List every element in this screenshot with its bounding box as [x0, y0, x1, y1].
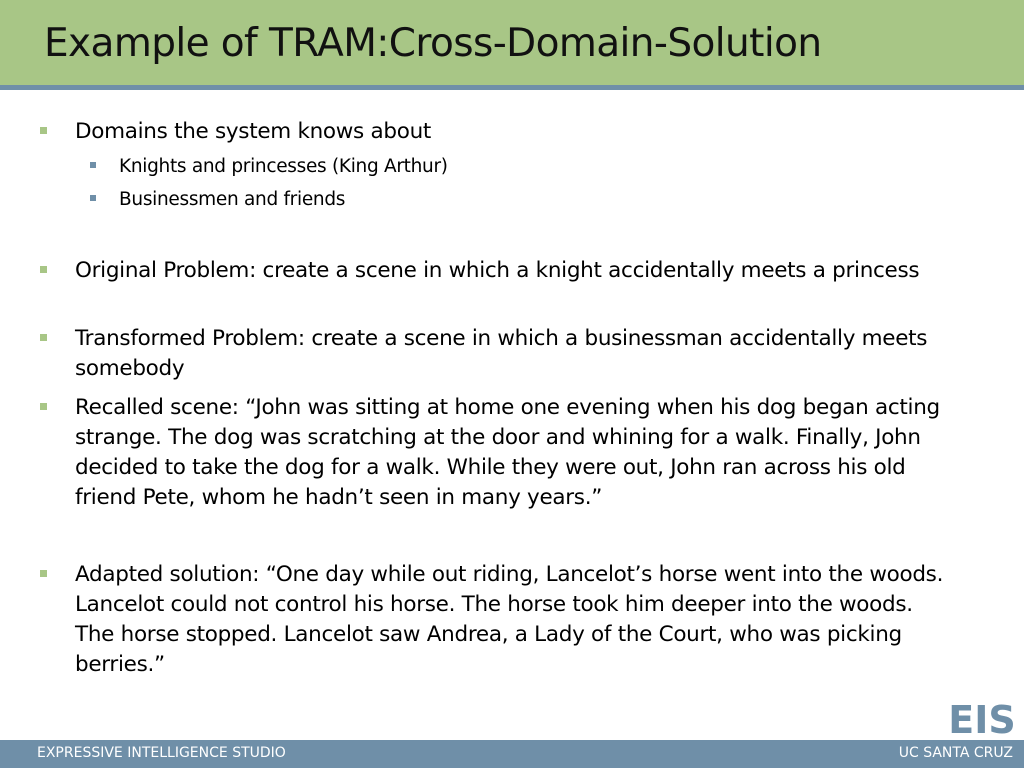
bullet-original-problem: Original Problem: create a scene in which a knight accidentally meets a princess [75, 258, 920, 283]
sub-bullet-marker [90, 162, 96, 168]
sub-bullet-businessmen: Businessmen and friends [119, 189, 346, 210]
bullet-marker [40, 570, 47, 577]
bullet-marker [40, 403, 47, 410]
bullet-domains: Domains the system knows about [75, 119, 432, 144]
sub-bullet-knights: Knights and princesses (King Arthur) [119, 156, 448, 177]
bullet-marker [40, 334, 47, 341]
footer-studio-name: EXPRESSIVE INTELLIGENCE STUDIO [37, 745, 286, 761]
slide-title: Example of TRAM:Cross-Domain-Solution [44, 21, 822, 66]
bullet-marker [40, 266, 47, 273]
eis-logo [946, 700, 1018, 736]
eis-logo-text: EIS [948, 700, 1016, 736]
bullet-recalled-scene: Recalled scene: “John was sitting at home one evening when his dog began acting strange. The dog was scratching at the door and whining for a walk. Finally, John decided to take the dog for a walk. While they were out, John ran across his old friend Pete, whom he hadn’t seen in many years.” [75, 395, 940, 510]
bullet-marker [40, 127, 47, 134]
bullet-adapted-solution: Adapted solution: “One day while out riding, Lancelot’s horse went into the woods. Lancelot could not control his horse. The horse took him deeper into the woods. The horse stopped. Lancelot saw Andrea, a Lady of the Court, who was picking berries.” [75, 562, 944, 677]
sub-bullet-marker [90, 195, 96, 201]
bullet-transformed-problem: Transformed Problem: create a scene in which a businessman accidentally meets somebody [75, 326, 928, 381]
footer-university: UC SANTA CRUZ [898, 745, 1013, 761]
